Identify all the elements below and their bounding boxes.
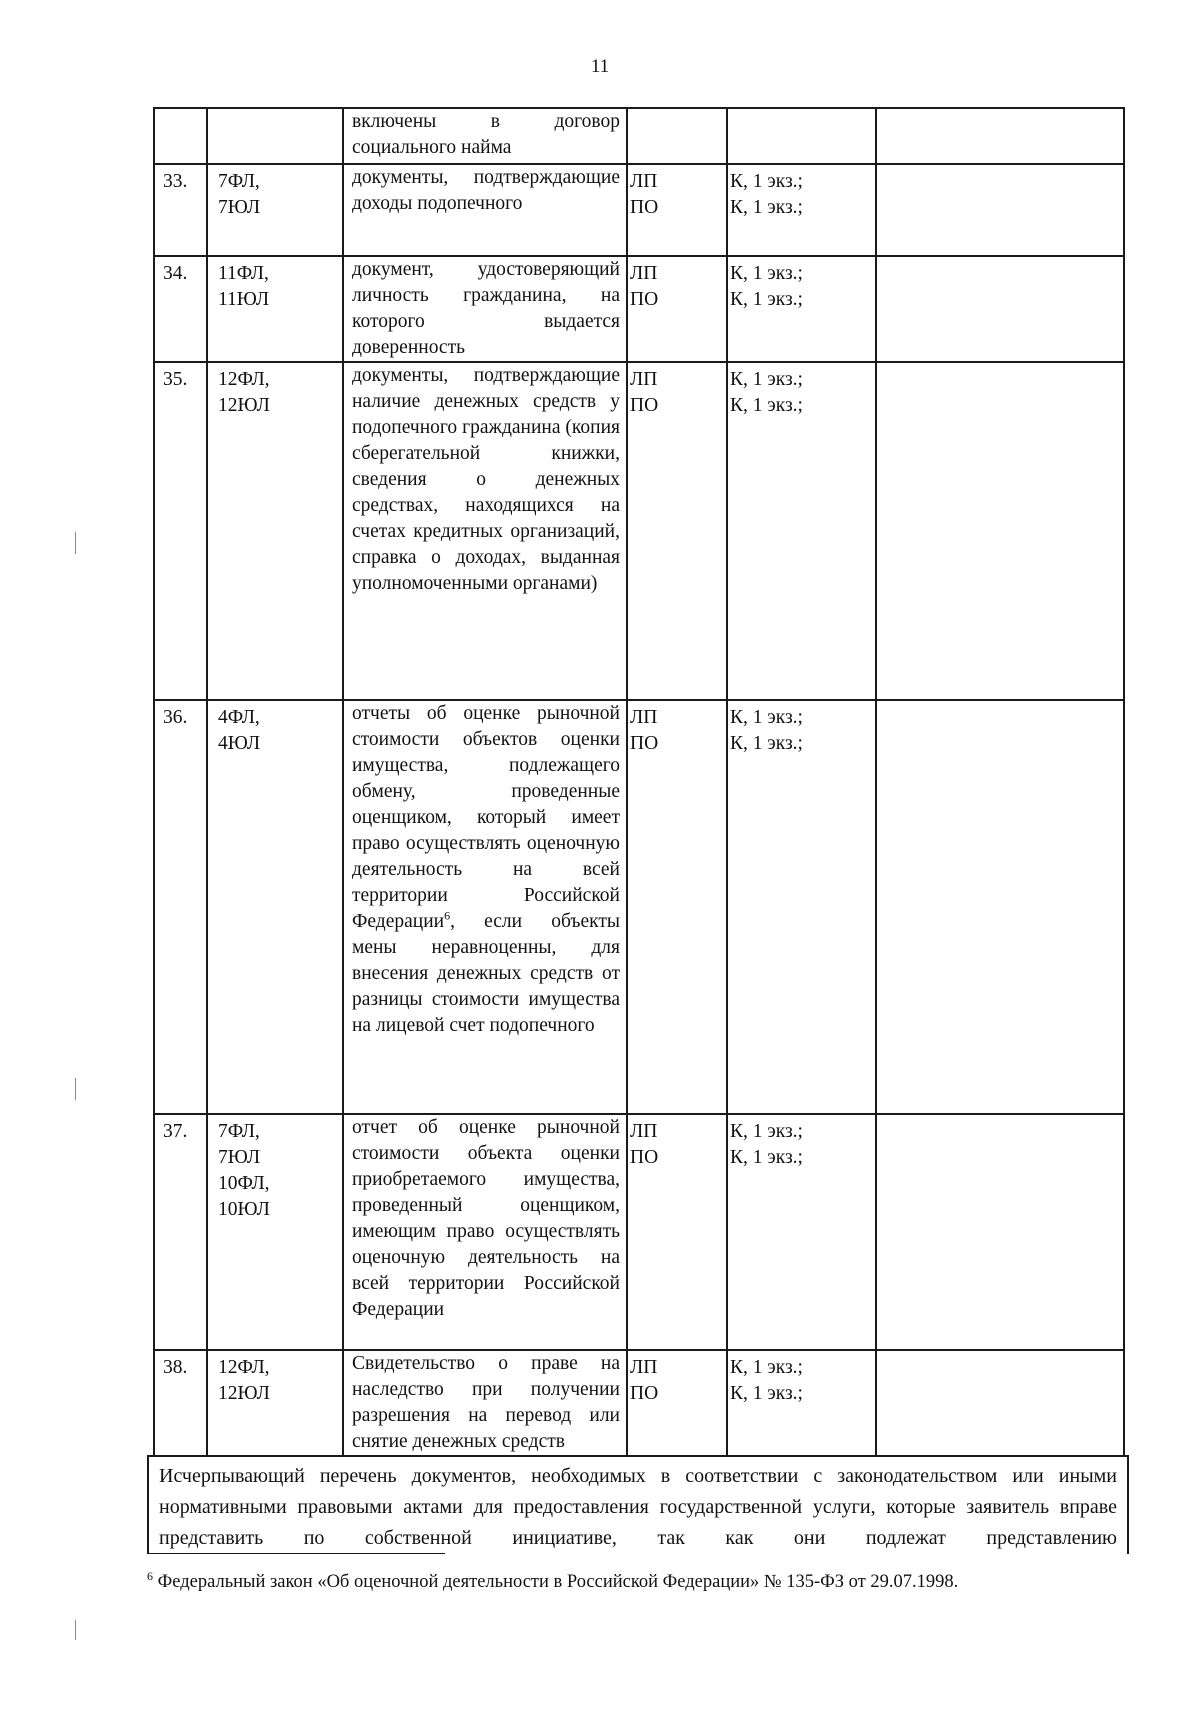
- document-description-cell: [343, 1350, 627, 1456]
- copies-cell: [727, 1350, 876, 1456]
- document-form: ПО: [630, 1383, 659, 1404]
- copies-requirement: К, 1 экз.;: [730, 1383, 803, 1404]
- document-description: [352, 109, 620, 161]
- copies-requirement: К, 1 экз.;: [730, 289, 803, 310]
- document-form: ЛП: [630, 369, 658, 390]
- notes-cell: [876, 1350, 1124, 1456]
- applicant-codes-cell: [207, 108, 343, 164]
- description-text-continued: , если объекты мены неравноценны, для внесения денежных средств от разницы стоимости имущества на лицевой счет подопечного: [352, 911, 620, 1036]
- document-description-cell: [343, 700, 627, 1114]
- applicant-code: 12ФЛ,: [218, 1357, 270, 1378]
- row-number: 35.: [163, 369, 188, 390]
- applicant-code: 10ФЛ,: [218, 1173, 270, 1194]
- description-text: документы, подтверждающие наличие денежных средств у подопечного гражданина (копия сберегательной книжки, сведения о денежных средствах, находящихся на счетах кредитных организаций, справка о доходах, выданная уполномоченными органами): [352, 365, 620, 594]
- copies-cell: [727, 1114, 876, 1350]
- document-description-cell: [343, 164, 627, 256]
- notes-cell: [876, 164, 1124, 256]
- document-description-cell: [343, 256, 627, 362]
- applicant-code: 7ЮЛ: [218, 197, 261, 218]
- document-form-cell: [627, 1114, 727, 1350]
- table-row: [154, 164, 1124, 256]
- document-form-cell: [627, 108, 727, 164]
- notes-cell: [876, 256, 1124, 362]
- applicant-code: 7ФЛ,: [218, 1121, 260, 1142]
- documents-table-body: [154, 108, 1124, 1456]
- copies-cell: [727, 362, 876, 700]
- page-number: 11: [590, 56, 610, 77]
- table-row: [154, 108, 1124, 164]
- applicant-code: 10ЮЛ: [218, 1199, 270, 1220]
- footnote: [147, 1570, 1107, 1594]
- description-text: отчет об оценке рыночной стоимости объекта оценки приобретаемого имущества, проведенный оценщиком, имеющим право осуществлять оценочную деятельность на всей территории Российской Федерации: [352, 1117, 620, 1320]
- copies-cell: [727, 108, 876, 164]
- documents-table: [153, 107, 1125, 1457]
- footnote-text: Федеральный закон «Об оценочной деятельности в Российской Федерации» № 135-ФЗ от 29.07.1998.: [153, 1572, 959, 1592]
- notes-cell: [876, 108, 1124, 164]
- document-form-cell: [627, 256, 727, 362]
- row-number-cell: [154, 1114, 207, 1350]
- document-form: ЛП: [630, 707, 658, 728]
- section-note: Исчерпывающий перечень документов, необходимых в соответствии с законодательством или иными нормативными правовыми актами для предоставления государственной услуги, которые заявитель вправе представить по собственной инициативе, так как они подлежат представлению: [147, 1455, 1129, 1554]
- applicant-code: 12ЮЛ: [218, 395, 270, 416]
- copies-cell: [727, 164, 876, 256]
- document-description: [352, 165, 620, 217]
- document-form: ЛП: [630, 263, 658, 284]
- copies-requirement: К, 1 экз.;: [730, 263, 803, 284]
- document-description: [352, 701, 620, 1039]
- document-form: ЛП: [630, 171, 658, 192]
- description-text: документы, подтверждающие доходы подопечного: [352, 167, 620, 214]
- applicant-codes-cell: [207, 362, 343, 700]
- applicant-codes-cell: [207, 164, 343, 256]
- copies-requirement: К, 1 экз.;: [730, 1121, 803, 1142]
- applicant-codes-cell: [207, 256, 343, 362]
- copies-requirement: К, 1 экз.;: [730, 1357, 803, 1378]
- row-number-cell: [154, 1350, 207, 1456]
- applicant-code: 11ФЛ,: [218, 263, 269, 284]
- table-row: [154, 1350, 1124, 1456]
- document-description-cell: [343, 108, 627, 164]
- row-number-cell: [154, 362, 207, 700]
- copies-cell: [727, 256, 876, 362]
- notes-cell: [876, 1114, 1124, 1350]
- margin-mark: [75, 1620, 76, 1640]
- applicant-codes-cell: [207, 700, 343, 1114]
- footnote-marker: 6: [147, 1568, 153, 1583]
- description-text: отчеты об оценке рыночной стоимости объектов оценки имущества, подлежащего обмену, проведенные оценщиком, который имеет право осуществлять оценочную деятельность на всей территории Российской Федерации: [352, 703, 620, 932]
- copies-requirement: К, 1 экз.;: [730, 707, 803, 728]
- applicant-code: 7ЮЛ: [218, 1147, 261, 1168]
- applicant-code: 12ФЛ,: [218, 369, 270, 390]
- applicant-codes-cell: [207, 1350, 343, 1456]
- document-form-cell: [627, 362, 727, 700]
- document-description: [352, 1351, 620, 1455]
- document-description: [352, 363, 620, 597]
- copies-requirement: К, 1 экз.;: [730, 395, 803, 416]
- document-description-cell: [343, 362, 627, 700]
- document-form: ЛП: [630, 1357, 658, 1378]
- document-form: ПО: [630, 733, 659, 754]
- copies-cell: [727, 700, 876, 1114]
- footnote-reference: 6: [444, 908, 451, 923]
- document-form: ЛП: [630, 1121, 658, 1142]
- notes-cell: [876, 362, 1124, 700]
- document-form: ПО: [630, 197, 659, 218]
- document-description-cell: [343, 1114, 627, 1350]
- row-number: 33.: [163, 171, 188, 192]
- footnote-divider: [147, 1553, 445, 1554]
- table-row: [154, 256, 1124, 362]
- document-form-cell: [627, 164, 727, 256]
- margin-mark: [75, 1078, 76, 1100]
- row-number-cell: [154, 700, 207, 1114]
- copies-requirement: К, 1 экз.;: [730, 171, 803, 192]
- copies-requirement: К, 1 экз.;: [730, 1147, 803, 1168]
- description-text: документ, удостоверяющий личность гражданина, на которого выдается доверенность: [352, 259, 620, 358]
- document-description: [352, 257, 620, 361]
- description-text: включены в договор социального найма: [352, 111, 620, 158]
- document-form-cell: [627, 1350, 727, 1456]
- row-number: 38.: [163, 1357, 188, 1378]
- applicant-code: 4ФЛ,: [218, 707, 260, 728]
- applicant-code: 7ФЛ,: [218, 171, 260, 192]
- table-row: [154, 1114, 1124, 1350]
- table-row: [154, 700, 1124, 1114]
- document-description: [352, 1115, 620, 1323]
- applicant-code: 4ЮЛ: [218, 733, 261, 754]
- copies-requirement: К, 1 экз.;: [730, 733, 803, 754]
- description-text: Свидетельство о праве на наследство при получении разрешения на перевод или снятие денежных средств: [352, 1353, 620, 1452]
- copies-requirement: К, 1 экз.;: [730, 197, 803, 218]
- margin-mark: [75, 532, 76, 554]
- table-row: [154, 362, 1124, 700]
- document-form: ПО: [630, 395, 659, 416]
- document-form: ПО: [630, 289, 659, 310]
- row-number: 34.: [163, 263, 188, 284]
- copies-requirement: К, 1 экз.;: [730, 369, 803, 390]
- row-number-cell: [154, 256, 207, 362]
- notes-cell: [876, 700, 1124, 1114]
- row-number-cell: [154, 164, 207, 256]
- row-number: 37.: [163, 1121, 188, 1142]
- document-form-cell: [627, 700, 727, 1114]
- applicant-code: 12ЮЛ: [218, 1383, 270, 1404]
- document-form: ПО: [630, 1147, 659, 1168]
- applicant-code: 11ЮЛ: [218, 289, 270, 310]
- row-number-cell: [154, 108, 207, 164]
- row-number: 36.: [163, 707, 188, 728]
- applicant-codes-cell: [207, 1114, 343, 1350]
